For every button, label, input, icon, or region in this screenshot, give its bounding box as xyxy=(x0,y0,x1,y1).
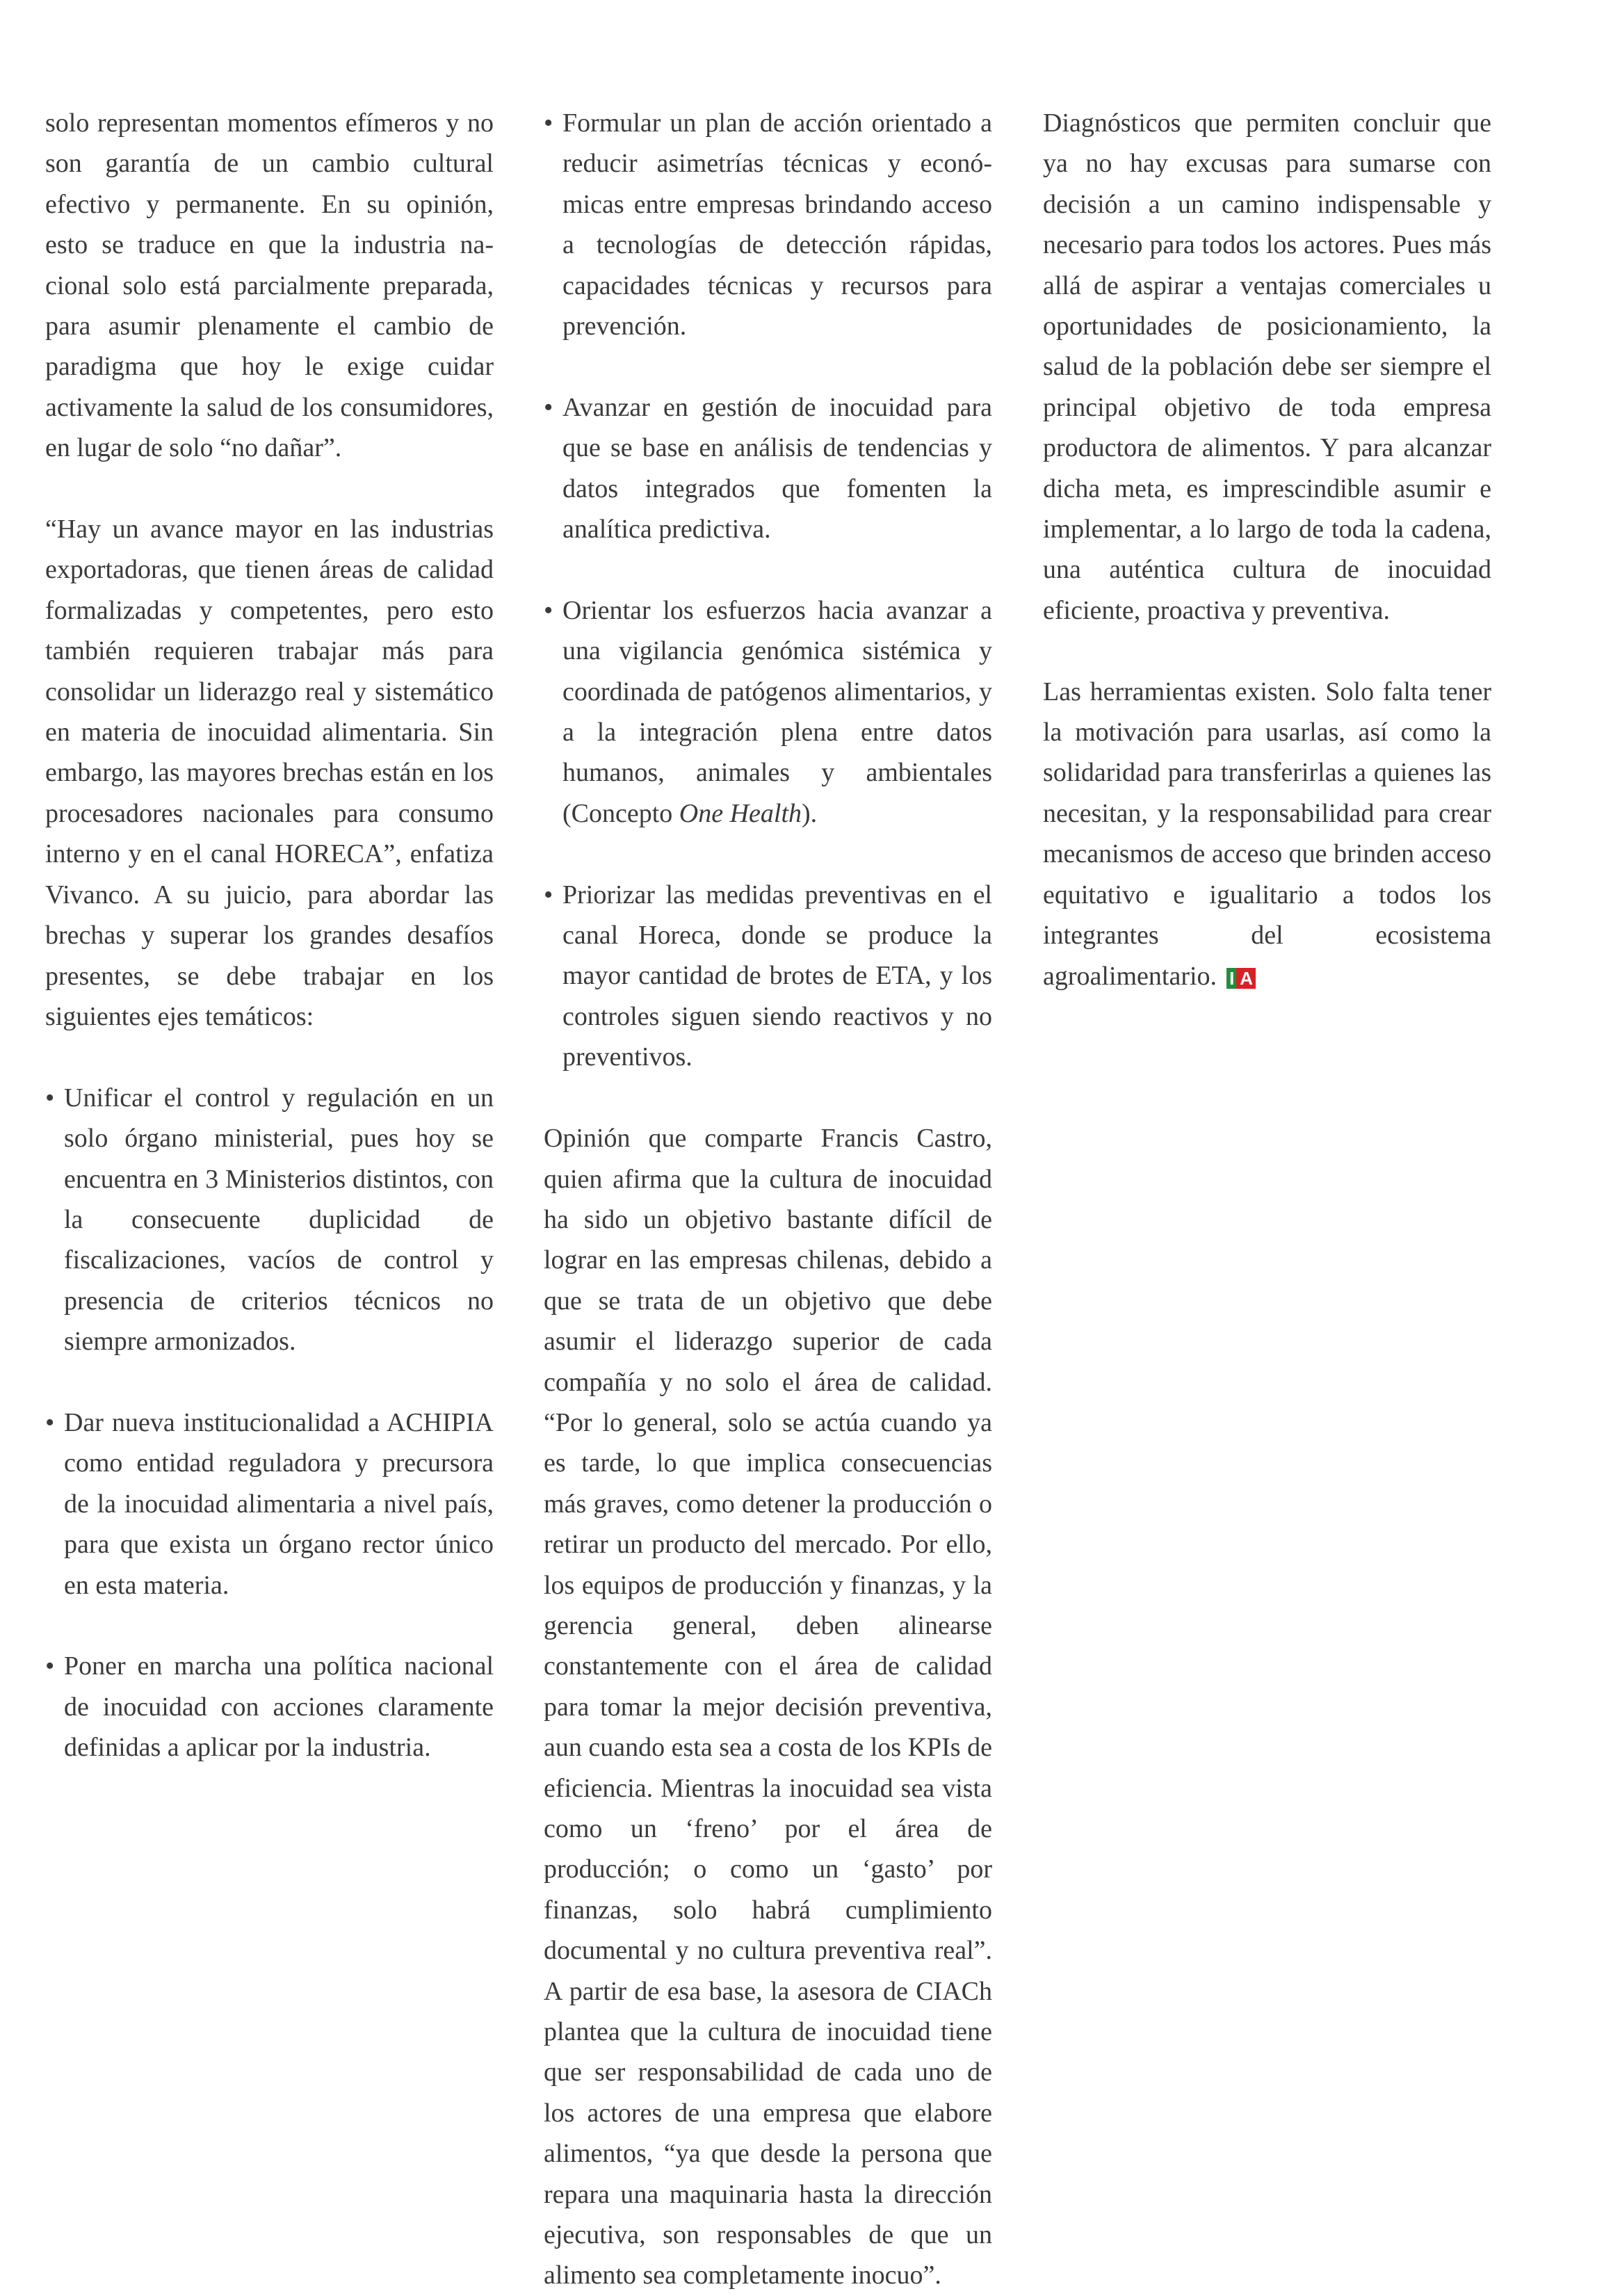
list-item: • Poner en marcha una política nacional de inocuidad con acciones claramente definidas a aplicar por la industria. xyxy=(45,1646,494,1768)
bullet-list-thematic-axes-continued xyxy=(544,103,992,1078)
list-item xyxy=(544,590,992,834)
paragraph: solo representan momentos efímeros y no son garantía de un cambio cultural efectivo y permanente. En su opinión, esto se traduce en que la industria nacional solo está parcialmente preparada, para asumir plenamente el cambio de paradigma que hoy le exige cuidar activamente la salud de los consumidores, en lugar de solo “no dañar”. xyxy=(45,108,494,463)
article-column-3 xyxy=(1043,103,1491,996)
paragraph-closing xyxy=(1043,672,1491,996)
logo-letter-i: I xyxy=(1226,968,1236,989)
concept-term: One Health xyxy=(679,798,802,828)
bullet-list-thematic-axes xyxy=(45,1078,494,1768)
concept-suffix: ). xyxy=(802,798,818,828)
article-column-1 xyxy=(45,103,494,1809)
ia-logo-icon xyxy=(1226,968,1256,989)
list-item: • Formular un plan de acción orientado a reducir asimetrías técnicas y económicas entre empresas brindando acceso a tecnologías de detección rápidas, capacidades técnicas y recursos para prevención. xyxy=(544,103,992,346)
article-column-2 xyxy=(544,103,992,2296)
list-item: • Unificar el control y regulación en un solo órgano ministerial, pues hoy se encuentra en 3 Ministerios distintos, con la consecuente duplicidad de fiscalizaciones, vacíos de control y presencia de criterios técnicos no siempre armonizados. xyxy=(45,1078,494,1362)
paragraph-diagnosticos: Diagnósticos que permiten concluir que ya no hay excusas para sumarse con decisión a un camino indispensable y necesario para todos los actores. Pues más allá de aspirar a ventajas comerciales u oportunidades de posicionamiento, la salud de la población debe ser siempre el principal objetivo de toda empresa productora de alimentos. Y para alcanzar dicha meta, es imprescindible asumir e implementar, a lo largo de toda la cadena, una auténtica cultura de inocuidad eficiente, proactiva y preventiva. xyxy=(1043,108,1491,625)
paragraph-vivanco-quote: “Hay un avance mayor en las industrias exportadoras, que tienen áreas de calidad formalizadas y competentes, pero esto también requieren trabajar más para consolidar un liderazgo real y sistemático en materia de inocuidad alimentaria. Sin embargo, las mayores brechas están en los procesadores nacionales para consumo interno y en el canal HORECA”, enfatiza Vivanco. A su juicio, para abordar las brechas y superar los grandes desafíos presentes, se debe trabajar en los siguientes ejes temáticos: xyxy=(45,515,494,1031)
list-item: • Avanzar en gestión de inocuidad para que se base en análisis de tendencias y datos integrados que fomenten la analítica predictiva. xyxy=(544,387,992,550)
paragraph-castro-opinion: Opinión que comparte Francis Castro, quien afirma que la cultura de inocuidad ha sido un objetivo bastante difícil de lograr en las empresas chilenas, debido a que se trata de un objetivo que debe asumir el liderazgo superior de cada compañía y no solo el área de calidad. “Por lo general, solo se actúa cuando ya es tarde, lo que implica consecuencias más graves, como detener la producción o retirar un producto del mercado. Por ello, los equipos de producción y finanzas, y la gerencia general, deben alinearse constantemente con el área de calidad para tomar la mejor decisión preventiva, aun cuando esta sea a costa de los KPIs de eficiencia. Mientras la inocuidad sea vista como un ‘freno’ por el área de producción; o como un ‘gasto’ por finanzas, solo habrá cumplimiento documental y no cultura preventiva real”. A partir de esa base, la asesora de CIACh plantea que la cultura de inocuidad tiene que ser responsabilidad de cada uno de los actores de una empresa que elabore alimentos, “ya que desde la persona que repara una maquinaria hasta la dirección ejecutiva, son responsables de que un alimento sea completamente inocuo”. xyxy=(544,1124,992,2290)
list-item: • Dar nueva institucionalidad a ACHIPIA como entidad reguladora y precursora de la inocuidad alimentaria a nivel país, para que exista un órgano rector único en esta materia. xyxy=(45,1402,494,1606)
concept-prefix: (Concepto xyxy=(562,798,679,828)
logo-letter-a: A xyxy=(1236,968,1256,989)
list-item-text: Orientar los esfuerzos hacia avanzar a una vigilancia genómica sistémica y coordinada de patógenos alimentarios, y a la integración plena entre datos humanos, animales y ambientales xyxy=(562,595,992,788)
closing-text: Las herramientas existen. Solo falta tener la motivación para usarlas, así como la solidaridad para transferirlas a quienes las necesitan, y la responsabilidad para crear mecanismos de acceso que brinden acceso equitativo e igualitario a todos los integrantes del ecosistema agroalimentario. xyxy=(1043,677,1491,991)
list-item: • Priorizar las medidas preventivas en el canal Horeca, donde se produce la mayor cantidad de brotes de ETA, y los controles siguen siendo reactivos y no preventivos. xyxy=(544,875,992,1078)
